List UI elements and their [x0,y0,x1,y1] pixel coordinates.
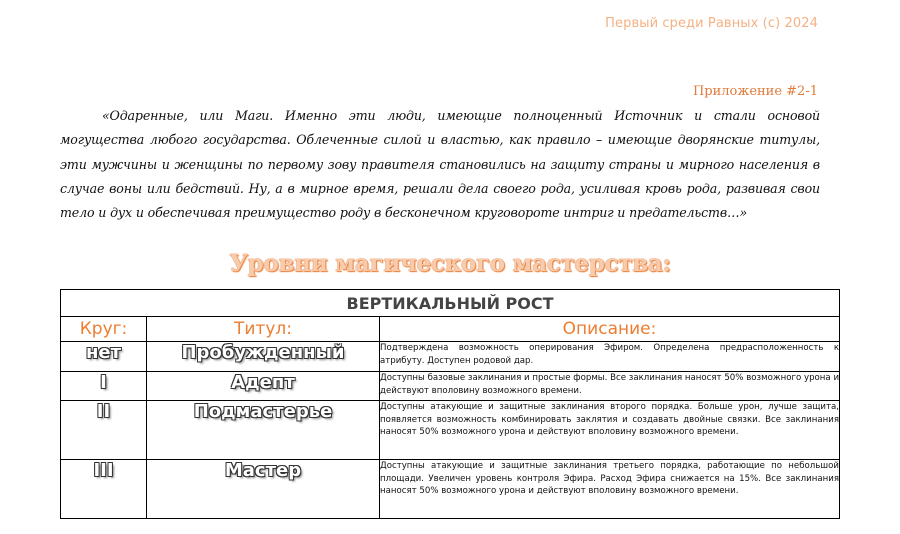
table-row [61,460,840,519]
row-circle: I [61,372,147,401]
column-header-description: Описание: [380,317,840,342]
table-banner: ВЕРТИКАЛЬНЫЙ РОСТ [61,290,840,317]
appendix-label: Приложение #2-1 [692,84,818,99]
table-row [61,401,840,460]
table-row [61,342,840,372]
row-description: Подтверждена возможность оперирования Эфиром. Определена предрасположенность к атрибуту. Доступен родовой дар. [380,342,840,372]
row-title: Мастер [147,460,380,519]
column-header-title: Титул: [147,317,380,342]
intro-quote: «Одаренные, или Маги. Именно эти люди, имеющие полноценный Источник и стали основой могущества любого государства. Облеченные силой и властью, как правило – имеющие дворянские титулы, эти мужчины и женщины по первому зову правителя становились на защиту страны и мирного населения в случае воны или бедствий. Ну, а в мирное время, решали дела своего рода, усиливая кровь рода, развивая свои тело и дух и обеспечивая преимущество роду в бесконечном круговороте интриг и предательств…» [60,108,820,221]
row-circle: II [61,401,147,460]
row-description: Доступны базовые заклинания и простые формы. Все заклинания наносят 50% возможного урона и действуют вполовину возможного времени. [380,372,840,401]
column-header-circle: Круг: [61,317,147,342]
row-circle: III [61,460,147,519]
table-row [61,372,840,401]
row-title: Адепт [147,372,380,401]
row-description: Доступны атакующие и защитные заклинания третьего порядка, работающие по небольшой площади. Увеличен уровень контроля Эфира. Расход Эфира снижается на 15%. Все заклинания наносят 50% возможного урона и действуют вполовину возможного времени. [380,460,840,519]
row-title: Пробужденный [147,342,380,372]
table-banner-row [61,290,840,317]
section-title: Уровни магического мастерства: [229,250,671,277]
book-credit-header: Первый среди Равных (с) 2024 [605,16,818,31]
row-title: Подмастерье [147,401,380,460]
table-header-row [61,317,840,342]
row-circle: нет [61,342,147,372]
mastery-levels-table [60,289,840,519]
row-description: Доступны атакующие и защитные заклинания второго порядка. Больше урон, лучше защита, появляется возможность комбинировать заклятия и создавать двойные связки. Все заклинания наносят 50% возможного урона и действуют вполовину возможного времени. [380,401,840,460]
